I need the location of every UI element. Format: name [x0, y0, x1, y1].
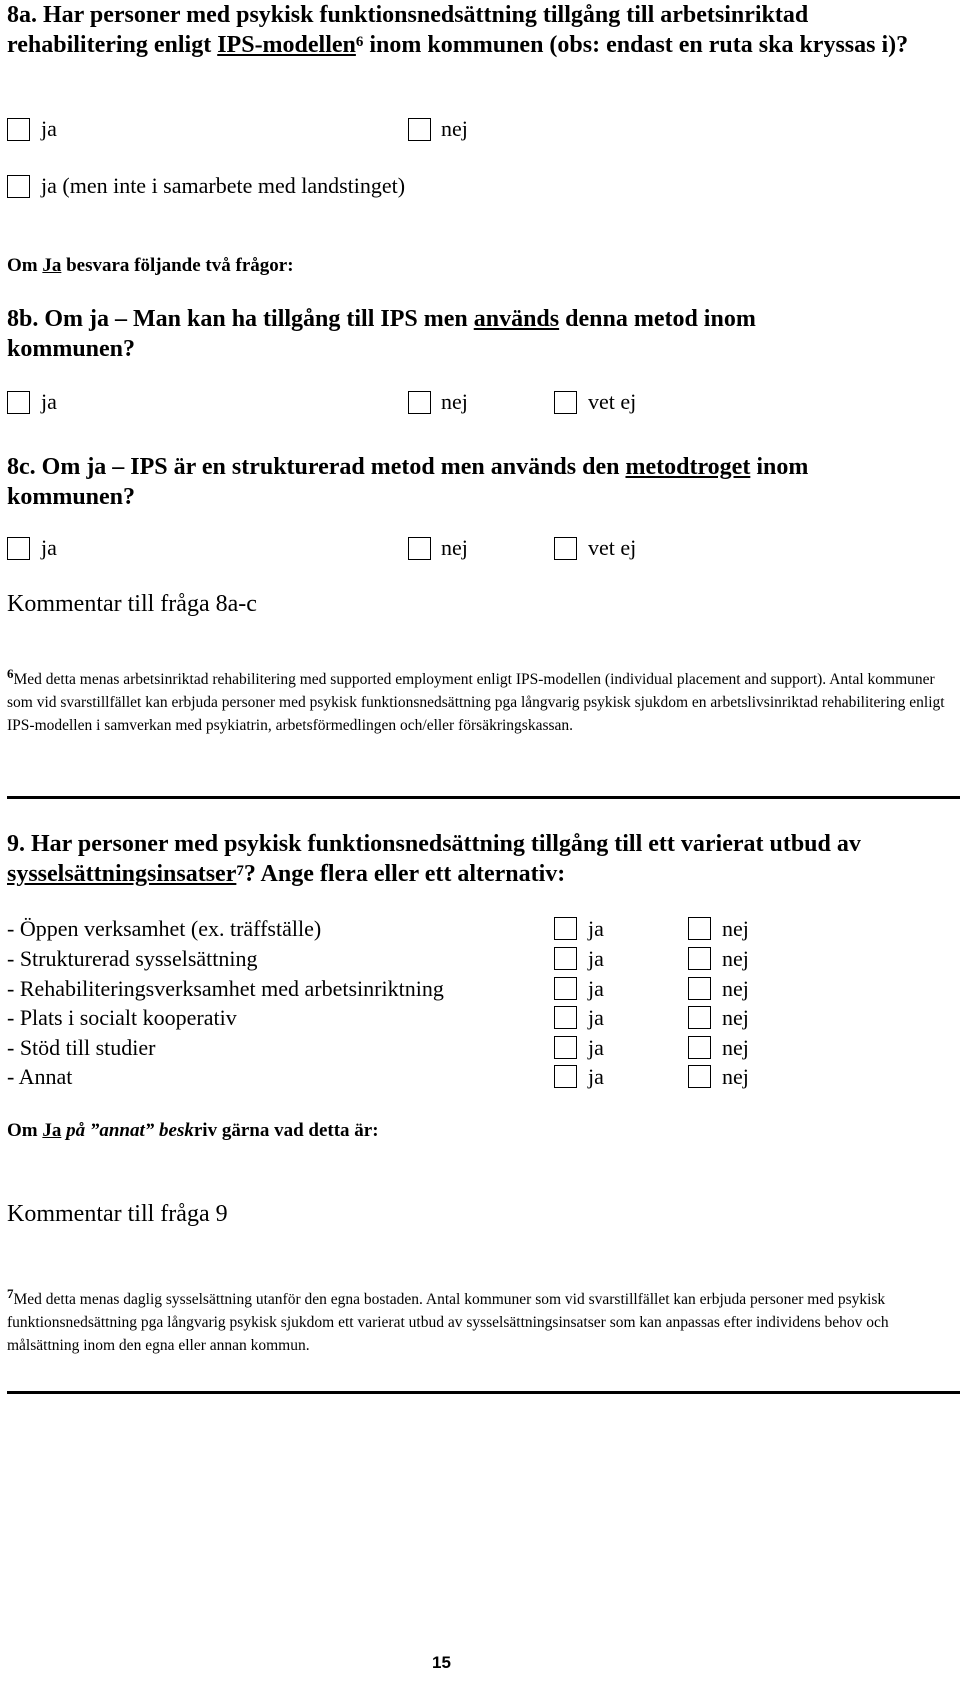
option-label-vet-ej: vet ej — [588, 389, 637, 414]
option-label-ja-men: ja (men inte i samarbete med landstinget) — [41, 173, 406, 198]
footnote-text: Med detta menas arbetsinriktad rehabilitering med supported employment enligt IPS-modellen (individual placement and support). Antal kommuner som vid svarstillfället kan erbjuda personer med psykisk funktionsnedsättning pga långvarig psykisk sjukdom en arbetslivsinriktad rehabilitering enligt IPS-modellen i samverkan med psykiatrin, arbetsförmedlingen och/eller försäkringskassan. — [7, 671, 945, 734]
list-item: - Öppen verksamhet (ex. träffställe) — [7, 916, 322, 941]
option-label-ja: ja — [588, 1064, 604, 1089]
footnote-7 — [7, 1288, 947, 1357]
question-9: 9. Har personer med psykisk funktionsnedsättning tillgång till ett varierat utbud av sysselsättningsinsatser$^7$? Ange flera eller ett alternativ: — [7, 831, 861, 887]
checkbox-9-nej[interactable] — [688, 917, 711, 940]
option-label-nej: nej — [722, 1035, 749, 1060]
checkbox-8b-ja[interactable] — [7, 391, 30, 414]
checkbox-8a-nej[interactable] — [408, 118, 431, 141]
footnote-ref-7: 7 — [236, 863, 244, 879]
option-label-nej: nej — [441, 535, 468, 560]
checkbox-8a-ja-men[interactable] — [7, 175, 30, 198]
option-label-nej: nej — [722, 1005, 749, 1030]
checkbox-9-nej[interactable] — [688, 1006, 711, 1029]
list-item: - Strukturerad sysselsättning — [7, 946, 258, 971]
question-8a-prefix: 8a. Har personer med psykisk funktionsnedsättning tillgång till arbetsinriktad rehabilitering enligt — [7, 2, 809, 58]
question-8a-suffix: inom kommunen (obs: endast en ruta ska kryssas i)? — [363, 32, 909, 58]
option-label-ja: ja — [588, 916, 604, 941]
checkbox-8c-nej[interactable] — [408, 537, 431, 560]
option-label-vet-ej: vet ej — [588, 535, 637, 560]
list-item: - Annat — [7, 1064, 73, 1089]
om-ja-annat-instruction: Om Ja på ”annat” beskriv gärna vad detta är: — [7, 1120, 379, 1141]
checkbox-8c-ja[interactable] — [7, 537, 30, 560]
footnote-ref-6: 6 — [355, 34, 364, 50]
option-label-ja: ja — [41, 389, 57, 414]
option-label-nej: nej — [722, 1064, 749, 1089]
ips-model-term: IPS-modellen — [217, 32, 356, 58]
checkbox-8b-nej[interactable] — [408, 391, 431, 414]
option-label-nej: nej — [441, 389, 468, 414]
checkbox-9-ja[interactable] — [554, 1036, 577, 1059]
om-ja-instruction: Om Ja besvara följande två frågor: — [7, 255, 294, 276]
option-label-nej: nej — [722, 976, 749, 1001]
option-label-nej: nej — [441, 116, 468, 141]
question-8c: 8c. Om ja – IPS är en strukturerad metod men används den metodtroget inom kommunen? — [7, 454, 809, 510]
checkbox-9-nej[interactable] — [688, 977, 711, 1000]
checkbox-8a-ja[interactable] — [7, 118, 30, 141]
option-label-ja: ja — [41, 535, 57, 560]
option-label-ja: ja — [588, 1005, 604, 1030]
checkbox-9-ja[interactable] — [554, 977, 577, 1000]
question-8a — [7, 0, 937, 60]
option-label-nej: nej — [722, 916, 749, 941]
checkbox-9-ja[interactable] — [554, 917, 577, 940]
footnote-6 — [7, 668, 947, 737]
checkbox-9-nej[interactable] — [688, 1065, 711, 1088]
question-8b: 8b. Om ja – Man kan ha tillgång till IPS men används denna metod inom kommunen? — [7, 306, 756, 362]
comment-8-label: Kommentar till fråga 8a-c — [7, 591, 257, 617]
checkbox-9-ja[interactable] — [554, 947, 577, 970]
list-item: - Plats i socialt kooperativ — [7, 1005, 237, 1030]
checkbox-9-ja[interactable] — [554, 1006, 577, 1029]
footnote-number: 7 — [7, 1286, 14, 1301]
footnote-text: Med detta menas daglig sysselsättning utanför den egna bostaden. Antal kommuner som vid svarstillfället kan erbjuda personer med psykisk funktionsnedsättning pga långvarig psykisk sjukdom ett varierat utbud av sysselsättningsinsatser som kan anpassas efter individens behov och målsättning inom den egna eller annan kommun. — [7, 1291, 889, 1354]
checkbox-9-ja[interactable] — [554, 1065, 577, 1088]
option-label-ja: ja — [588, 976, 604, 1001]
option-label-ja: ja — [588, 946, 604, 971]
checkbox-8c-vet-ej[interactable] — [554, 537, 577, 560]
comment-9-label: Kommentar till fråga 9 — [7, 1201, 228, 1227]
section-divider — [7, 1391, 960, 1394]
footnote-number: 6 — [7, 666, 14, 681]
checkbox-9-nej[interactable] — [688, 947, 711, 970]
option-label-ja: ja — [41, 116, 57, 141]
checkbox-9-nej[interactable] — [688, 1036, 711, 1059]
list-item: - Rehabiliteringsverksamhet med arbetsinriktning — [7, 976, 444, 1001]
checkbox-8b-vet-ej[interactable] — [554, 391, 577, 414]
option-label-ja: ja — [588, 1035, 604, 1060]
list-item: - Stöd till studier — [7, 1035, 156, 1060]
section-divider — [7, 796, 960, 799]
page-number: 15 — [432, 1653, 451, 1672]
option-label-nej: nej — [722, 946, 749, 971]
